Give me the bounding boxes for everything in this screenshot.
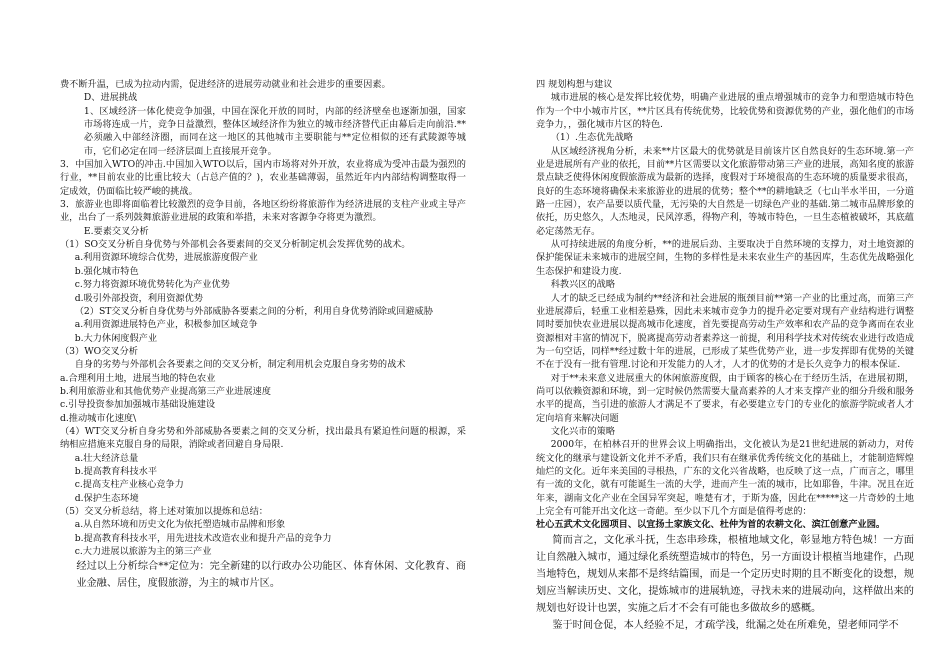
left-paragraph: 3．旅游业也即将面临着比较激烈的竞争目前，各地区纷纷将旅游作为经济进展的支柱产业或主导产业，出台了一系列鼓舞旅游业进展的政策和举措，未来对客源争夺将更为激烈。 bbox=[60, 199, 466, 224]
left-paragraph: 自身的劣势与外部机会各要素之间的交叉分析，制定利用机会克服自身劣势的战术 bbox=[74, 359, 406, 371]
left-paragraph: a.合理利用土地，进展当地的特色农业 bbox=[60, 372, 216, 384]
left-paragraph: c.提高支柱产业核心竞争力 bbox=[74, 479, 184, 491]
left-paragraph: a.利用资源环境综合优势，进展旅游度假产业 bbox=[74, 252, 258, 264]
right-paragraph: 对于**未来意义进展重大的休闲旅游度假，由于顾客的核心在于经历生活，在进展初期，尚可以依赖资源和环境，到一定时候仍然需要大量高素养的人才来支撑产业的细分升级和服务水平的提高，当引进的旅游人才满足不了要求，有必要建立专门的专业化的旅游学院或者人才定向培育来解决问题 bbox=[536, 372, 914, 424]
left-paragraph: 1、区域经济一体化使竞争加强，中国在深化开放的同时，内部的经济壁垒也逐渐加强，国家市场将连成一片，竞争日益激烈，整体区域经济作为独立的城市经济替代正由幕后走向前沿.**必须融入中部经济圈，而同在这一地区的其他城市主要职能与**定位相似的还有武陵源等城市，它们必定在同一经济层面上直接展开竞争。 bbox=[83, 105, 466, 157]
left-text-column bbox=[60, 78, 466, 592]
left-paragraph: b.强化城市特色 bbox=[74, 265, 139, 277]
left-paragraph: c.大力进展以旅游为主的第三产业 bbox=[74, 546, 212, 558]
left-paragraph: a.壮大经济总量 bbox=[74, 452, 139, 464]
left-paragraph: 3．中国加入WTO的冲击.中国加入WTO以后，国内市场将对外开放，农业将成为受冲击最为强烈的行业，**目前农业的比重比较大（占总产值的？)，农业基础薄弱，虽然近年内内部结构调整取得一定成效，仍面临比较严峻的挑战。 bbox=[60, 159, 466, 197]
left-paragraph: c.引导投资参加加强城市基础设施建设 bbox=[60, 399, 216, 411]
right-paragraph: 鉴于时间仓促，本人经验不足，才疏学浅，纰漏之处在所难免，望老师同学不 bbox=[552, 619, 899, 631]
right-text-column bbox=[536, 78, 914, 634]
left-paragraph: a.从自然环境和历史文化为依托塑造城市品牌和形象 bbox=[74, 519, 286, 531]
left-paragraph: b.利用旅游业和其他优势产业提高第三产业进展速度 bbox=[60, 385, 271, 397]
right-paragraph: 从区域经济视角分析，未来**片区最大的优势就是目前该片区自然良好的生态环境.第一产业是进展所有产业的依托，目前**片区需要以文化旅游带动第三产业的进展，高知名度的旅游景点缺乏使得休闲度假旅游成为最新的选择，度假对于环境很高的生态环境的质量要求很高，良好的生态环境将确保未来旅游业的进展的优势；整个**的耕地缺乏（七山半水半田，一分道路一庄园），农产品要以质代量，无污染的大自然是一切绿色产业的基础.第二城市品牌形象的依托，历史悠久，人杰地灵，民风淳悉，得物产利，等城市特色，一旦生态植被破坏，其底蕴必定荡然无存。 bbox=[536, 145, 914, 237]
left-paragraph: 经过以上分析综合**定位为：完全新建的以行政办公功能区、体育休闲、文化教育、商业金融、居住，度假旅游，为主的城市片区。 bbox=[76, 561, 466, 590]
right-paragraph: 科教兴区的战略 bbox=[550, 279, 616, 291]
right-paragraph: 城市进展的核心是发挥比较优势，明确产业进展的重点增强城市的竞争力和塑造城市特色作为一个中小城市片区，**片区具有传统优势，比较优势和资源优势的产业，强化他们的市场竞争力，，强化城市片区的特色. bbox=[536, 92, 914, 131]
left-paragraph: （2）ST交叉分析自身优势与外部威胁各要素之间的分析，利用自身优势消除或回避威胁 bbox=[74, 305, 433, 317]
left-paragraph: b.提高教育科技水平 bbox=[74, 465, 158, 477]
left-paragraph: d.吸引外部投资，利用资源优势 bbox=[74, 292, 203, 304]
left-paragraph: （3）WO交叉分析 bbox=[60, 345, 138, 357]
right-paragraph: 人才的缺乏已经成为制约**经济和社会进展的瓶颈目前**第一产业的比重过高，而第三产业进展滞后，轻重工业相差悬殊，因此未来城市竞争力的提升必定要对现有产业结构进行调整同时要加快农业进展以提高城市化速度，首先要提高劳动生产效率和农产品的竞争离而在农业资源相对丰富的情况下，脱离提高劳动者素养这一前提，利用科学技术对传统农业进行改造成为一句空话，同样**经过数十年的进展，已形成了某些优势产业，进一步发挥即有优势的关键不在于没有一批有管理.讨论和开发能力的人才，人才的优势的才是长久竞争力的根本保证. bbox=[536, 292, 914, 371]
right-paragraph: 从可持续进展的角度分析，**的进展后劲、主要取决于自然环境的支撑力，对土地资源的保护能保证未来城市的进展空间，生物的多样性是未来农业生产的基因库，生态优先战略强化生态保护和建设力度. bbox=[536, 239, 914, 277]
left-paragraph: （5）交叉分析总结，将上述对策加以提炼和总结： bbox=[60, 506, 268, 517]
left-paragraph: （1）SO交叉分析自身优势与外部机会各要素间的交叉分析制定机会发挥优势的战术。 bbox=[60, 239, 411, 251]
right-paragraph: 文化兴市的策略 bbox=[550, 425, 616, 437]
left-paragraph: E.要素交叉分析 bbox=[83, 225, 149, 237]
right-paragraph: 简而言之，文化承斗抚，生态串珍珠，根植地域文化，彰显地方特色城！一方面让自然融入城市，通过绿化系统塑造城市的特色，另一方面设计根植当地建作，凸现当地特色，规划从来都不是终结篇围，而是一个定历史时期的且不断变化的设想，规划应当解读历史、文化，提炼城市的进展轨迹，寻找未来的进展动向，这样做出来的规划也好设计也罢，实施之后才不会有可能也多做故乡的感概。 bbox=[536, 534, 914, 614]
right-paragraph: 2000年，在柏林召开的世界会议上明确指出，文化被认为是21世纪进展的新动力，对传统文化的继承与建设新文化并不矛盾，我们只有在继承优秀传统文化的基础上，才能制造辉煌灿烂的文化。近年来美国的寻根热，广东的文化兴省战略，也反映了这一点，广而言之，哪里有一流的文化，就有可能诞生一流的大学，进而产生一流的城市，比如耶鲁，牛津。况且在近年来，湖南文化产业在全国异军突起，唯楚有才，于斯为盛，因此在*****这一片奇妙的土地上完全有可能开出文化这一奇葩。至少以下几个方面是值得考虑的： bbox=[536, 439, 914, 517]
left-paragraph: b.大力休闲度假产业 bbox=[74, 332, 158, 344]
right-paragraph: （1）.生态优先战略 bbox=[550, 132, 633, 144]
left-paragraph: d.保护生态环境 bbox=[74, 492, 139, 504]
left-paragraph: （4）WT交叉分析自身劣势和外部威胁各要素之间的交叉分析，找出最具有紧迫性问题的根源，采纳相应措施来克服自身的局限，消除或者回避自身局限. bbox=[60, 425, 466, 451]
right-paragraph: 四 规划构想与建议 bbox=[536, 79, 613, 90]
right-paragraph: 杜心五武术文化园项目、以宜扬土家族文化、杜仲为首的农耕文化、滨江创意产业园。 bbox=[536, 519, 886, 531]
left-paragraph: a.利用资源进展特色产业，积极参加区域竞争 bbox=[74, 319, 258, 331]
left-paragraph: b.提高教育科技水平，用先进技术改造农业和提升产品的竞争力 bbox=[74, 532, 332, 544]
left-paragraph: c.努力将资源环境优势转化为产业优势 bbox=[74, 279, 230, 291]
left-paragraph: D、进展挑战 bbox=[83, 92, 138, 104]
left-paragraph: d.推动城市化速度\ bbox=[60, 412, 137, 424]
left-paragraph: 费不断升温，已成为拉动内需，促进经济的进展劳动就业和社会进步的重要因素。 bbox=[60, 79, 391, 90]
